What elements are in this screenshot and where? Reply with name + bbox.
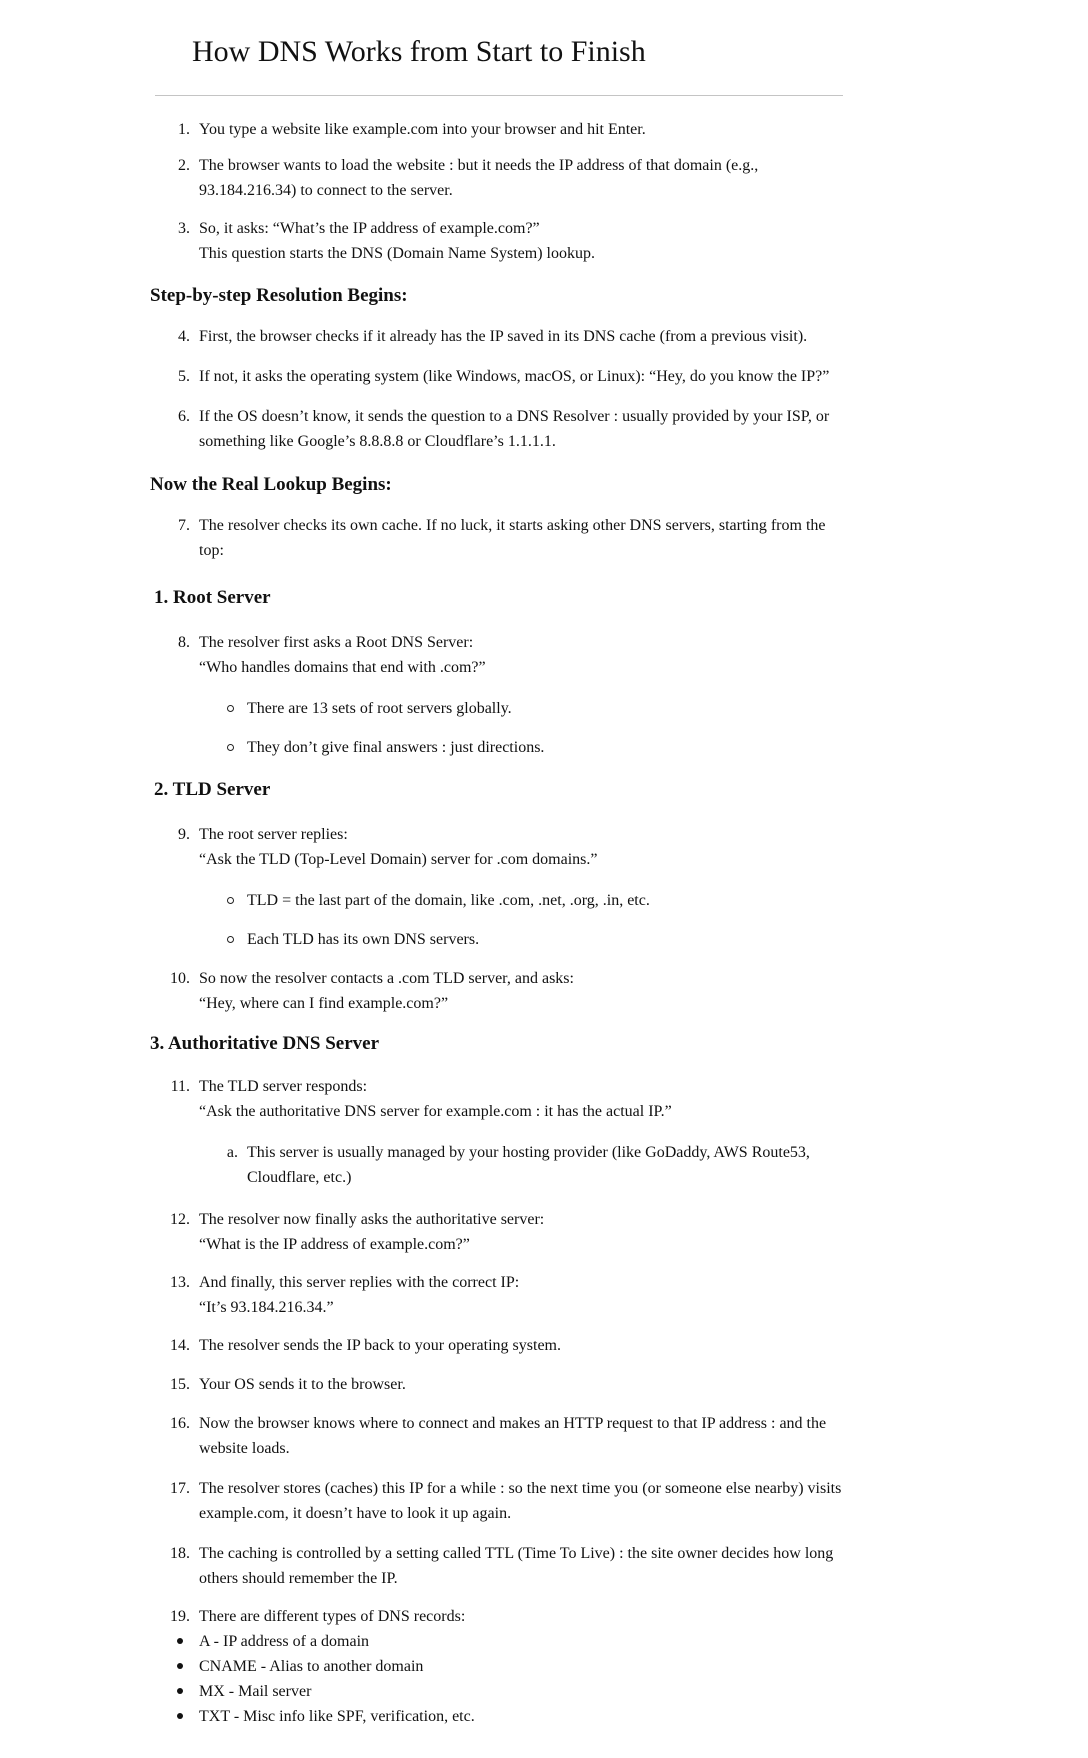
sub-list-item (247, 888, 847, 913)
list-item (170, 1372, 849, 1397)
record-list-item (199, 1679, 311, 1704)
item-number: 8. (178, 634, 190, 651)
section-heading: Now the Real Lookup Begins: (150, 474, 392, 495)
item-text-continued: “Hey, where can I find example.com?” (199, 995, 449, 1012)
list-item (170, 1270, 849, 1320)
item-number: 17. (170, 1480, 190, 1497)
record-list-item (199, 1629, 369, 1654)
sub-item-text: TLD = the last part of the domain, like .com, .net, .org, .in, etc. (247, 892, 650, 909)
list-item (170, 966, 849, 1016)
item-text: If not, it asks the operating system (like Windows, macOS, or Linux): “Hey, do you know the IP?” (199, 368, 830, 385)
record-text: CNAME - Alias to another domain (199, 1658, 424, 1675)
bullet-icon (177, 1713, 183, 1719)
sub-list-item (226, 1140, 827, 1190)
circle-bullet-icon (227, 936, 234, 943)
section-heading: Step-by-step Resolution Begins: (150, 285, 408, 306)
list-item (178, 324, 849, 349)
sub-item-label: a. (226, 1144, 238, 1161)
item-number: 5. (178, 368, 190, 385)
record-list-item (199, 1654, 423, 1679)
circle-bullet-icon (227, 744, 234, 751)
item-text: Your OS sends it to the browser. (199, 1376, 406, 1393)
item-number: 9. (178, 826, 190, 843)
list-item (170, 1207, 849, 1257)
list-item (178, 822, 849, 872)
item-text: The TLD server responds: (199, 1078, 368, 1095)
item-text: And finally, this server replies with the correct IP: (199, 1274, 520, 1291)
item-number: 15. (170, 1376, 190, 1393)
list-item (170, 1074, 849, 1124)
list-item (170, 1411, 849, 1461)
item-number: 3. (178, 220, 190, 237)
item-number: 12. (170, 1211, 190, 1228)
list-item (170, 1604, 849, 1629)
sub-item-text: Each TLD has its own DNS servers. (247, 931, 480, 948)
page-title: How DNS Works from Start to Finish (192, 35, 646, 68)
item-text: The resolver now finally asks the authoritative server: (199, 1211, 545, 1228)
item-text: Now the browser knows where to connect and makes an HTTP request to that IP address : and the website loads. (199, 1415, 827, 1457)
list-item (170, 1476, 849, 1526)
item-text-continued: “Who handles domains that end with .com?” (199, 659, 486, 676)
item-text: The resolver checks its own cache. If no luck, it starts asking other DNS servers, starting from the top: (199, 517, 826, 559)
item-number: 11. (170, 1078, 190, 1095)
list-item (178, 216, 849, 266)
item-text: The resolver first asks a Root DNS Server: (199, 634, 474, 651)
item-number: 1. (178, 121, 190, 138)
list-item (178, 364, 849, 389)
bullet-icon (177, 1638, 183, 1644)
section-heading: 3. Authoritative DNS Server (150, 1033, 380, 1054)
record-text: MX - Mail server (199, 1683, 312, 1700)
list-item (178, 404, 849, 454)
sub-list-item (247, 927, 847, 952)
list-item (170, 1333, 849, 1358)
item-text: The root server replies: (199, 826, 348, 843)
item-text: The resolver sends the IP back to your operating system. (199, 1337, 561, 1354)
item-text-continued: “What is the IP address of example.com?” (199, 1236, 470, 1253)
item-text: There are different types of DNS records: (199, 1608, 466, 1625)
circle-bullet-icon (227, 897, 234, 904)
item-text-continued: “It’s 93.184.216.34.” (199, 1299, 334, 1316)
bullet-icon (177, 1663, 183, 1669)
sub-item-text: This server is usually managed by your hosting provider (like GoDaddy, AWS Route53, Cloudflare, etc.) (247, 1144, 810, 1186)
list-item (170, 1541, 849, 1591)
sub-list-item (247, 735, 847, 760)
item-number: 7. (178, 517, 190, 534)
list-item (178, 513, 849, 563)
bullet-icon (177, 1688, 183, 1694)
sub-item-text: There are 13 sets of root servers globally. (247, 700, 512, 717)
list-item (178, 630, 849, 680)
item-text: So, it asks: “What’s the IP address of example.com?” (199, 220, 540, 237)
item-number: 6. (178, 408, 190, 425)
list-item (178, 153, 849, 203)
list-item (178, 117, 849, 142)
item-number: 10. (170, 970, 190, 987)
title-divider (155, 95, 843, 96)
item-text: If the OS doesn’t know, it sends the question to a DNS Resolver : usually provided by your ISP, or something like Google’s 8.8.8.8 or Cloudflare’s 1.1.1.1. (199, 408, 830, 450)
item-number: 16. (170, 1415, 190, 1432)
item-text-continued: “Ask the authoritative DNS server for example.com : it has the actual IP.” (199, 1103, 672, 1120)
item-number: 4. (178, 328, 190, 345)
item-number: 18. (170, 1545, 190, 1562)
record-list-item (199, 1704, 475, 1729)
item-text: The resolver stores (caches) this IP for a while : so the next time you (or someone else nearby) visits example.com, it doesn’t have to look it up again. (199, 1480, 842, 1522)
item-number: 14. (170, 1337, 190, 1354)
item-number: 19. (170, 1608, 190, 1625)
section-heading: 2. TLD Server (154, 779, 271, 800)
item-text: So now the resolver contacts a .com TLD server, and asks: (199, 970, 574, 987)
record-text: TXT - Misc info like SPF, verification, etc. (199, 1708, 475, 1725)
item-number: 13. (170, 1274, 190, 1291)
item-text-continued: This question starts the DNS (Domain Name System) lookup. (199, 245, 595, 262)
item-text: First, the browser checks if it already has the IP saved in its DNS cache (from a previous visit). (199, 328, 808, 345)
section-heading: 1. Root Server (154, 587, 271, 608)
item-text-continued: “Ask the TLD (Top-Level Domain) server for .com domains.” (199, 851, 598, 868)
item-text: The caching is controlled by a setting called TTL (Time To Live) : the site owner decides how long others should remember the IP. (199, 1545, 834, 1587)
circle-bullet-icon (227, 705, 234, 712)
item-text: You type a website like example.com into your browser and hit Enter. (199, 121, 646, 138)
item-number: 2. (178, 157, 190, 174)
sub-list-item (247, 696, 847, 721)
record-text: A - IP address of a domain (199, 1633, 370, 1650)
item-text: The browser wants to load the website : but it needs the IP address of that domain (e.g., 93.184.216.34) to connect to the server. (199, 157, 759, 199)
sub-item-text: They don’t give final answers : just directions. (247, 739, 545, 756)
